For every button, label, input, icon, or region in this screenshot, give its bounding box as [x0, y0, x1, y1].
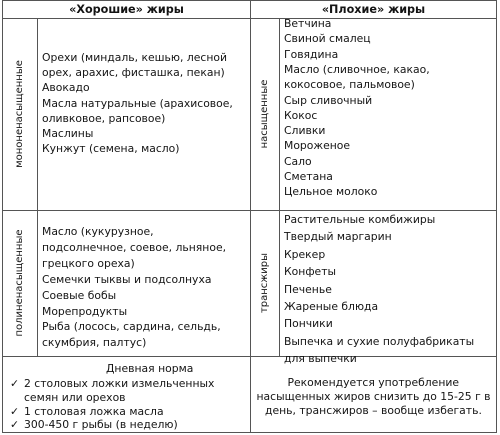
- bad-fat-item-text: Крекер: [284, 247, 326, 261]
- bad-fat-item-text: Пончики: [284, 317, 333, 331]
- good-fat-item: [42, 257, 135, 270]
- good-fat-item-text: Масло (кукурузное,: [42, 225, 154, 238]
- bad-fat-item: [284, 63, 430, 76]
- recommendation-line: [288, 376, 460, 389]
- table-border: [2, 0, 3, 433]
- good-fat-item: [42, 127, 93, 140]
- bad-fat-item-text: Конфеты: [284, 265, 337, 279]
- bad-fat-item-text: Ветчина: [284, 17, 332, 30]
- trans-fats-label: трансжиры: [259, 252, 270, 314]
- bad-fat-item-text: кокосовое, пальмовое): [284, 78, 415, 92]
- daily-norm-item: [24, 391, 126, 404]
- polyunsaturated-label: полиненасыщенные: [14, 229, 25, 337]
- bad-fat-item-text: для выпечки: [284, 352, 357, 366]
- bad-fat-item-text: Сливки: [284, 124, 326, 138]
- bad-fat-item: [284, 230, 392, 243]
- good-fat-item-text: Масла натуральные (арахисовое,: [42, 96, 233, 110]
- saturated-label: насыщенные: [259, 79, 270, 149]
- check-icon: ✓: [10, 404, 20, 418]
- bad-fat-item: [284, 317, 333, 330]
- bad-fat-item-text: Масло (сливочное, какао,: [284, 62, 430, 76]
- bad-fat-item-text: Говядина: [284, 47, 339, 61]
- daily-norm-item-text: 300-450 г рыбы (в неделю): [24, 418, 178, 432]
- good-fat-item: [42, 320, 221, 333]
- bad-fat-item-text: Мороженое: [284, 139, 351, 153]
- bad-fat-item: [284, 352, 357, 365]
- bad-fat-item: [284, 213, 435, 226]
- bad-fat-item-text: Сало: [284, 154, 312, 168]
- bad-fat-item: [284, 335, 474, 348]
- bad-fat-item: [284, 109, 317, 122]
- good-fat-item-text: подсолнечное, соевое, льняное,: [42, 240, 227, 254]
- bad-fat-item: [284, 300, 378, 313]
- bad-fat-item: [284, 32, 371, 45]
- bad-fat-item: [284, 48, 338, 61]
- bad-fats-heading: «Плохие» жиры: [321, 3, 426, 16]
- recommendation-line-text: насыщенных жиров снизить до 15-25 г в: [256, 389, 491, 403]
- daily-norm-title: Дневная норма: [106, 362, 194, 375]
- good-fat-item: [42, 305, 127, 318]
- recommendation-line: [257, 390, 491, 403]
- bad-fat-item: [284, 139, 350, 152]
- good-fat-item-text: Орехи (миндаль, кешью, лесной: [42, 51, 227, 64]
- table-border: [279, 18, 280, 356]
- bad-fat-item-text: Жареные блюда: [284, 300, 379, 313]
- good-fat-item: [42, 51, 227, 64]
- recommendation-line-text: Рекомендуется употребление: [287, 376, 460, 389]
- bad-fat-item: [284, 155, 312, 168]
- bad-fat-item-text: Выпечка и сухие полуфабрикаты: [284, 334, 475, 348]
- daily-norm-item: [10, 377, 214, 390]
- bad-fat-item: [284, 283, 332, 296]
- fats-comparison-table: [2, 0, 497, 433]
- good-fats-heading: «Хорошие» жиры: [69, 3, 184, 16]
- bad-fat-item: [284, 17, 331, 30]
- good-fat-item-text: Рыба (лосось, сардина, сельдь,: [42, 320, 221, 334]
- good-fat-item-text: оливковое, рапсовое): [42, 111, 166, 125]
- good-fat-item: [42, 97, 233, 110]
- check-icon: ✓: [10, 377, 20, 390]
- good-fat-item-text: скумбрия, палтус): [42, 336, 147, 350]
- bad-fat-item-text: Свиной смалец: [284, 32, 371, 46]
- good-fat-item-text: Авокадо: [42, 81, 90, 95]
- good-fat-item-text: Кунжут (семена, масло): [42, 142, 180, 156]
- good-fat-item: [42, 241, 226, 254]
- good-fat-item-text: орех, арахис, фисташка, пекан): [42, 66, 225, 80]
- bad-fat-item-text: Сметана: [284, 170, 333, 183]
- good-fat-item-text: грецкого ореха): [42, 256, 135, 270]
- bad-fat-item: [284, 124, 325, 137]
- good-fat-item: [42, 289, 116, 302]
- good-fat-item-text: Соевые бобы: [42, 288, 117, 302]
- bad-fat-item: [284, 248, 325, 261]
- table-border: [496, 0, 497, 433]
- recommendation-line-text: день, трансжиров – вообще избегать.: [265, 403, 482, 417]
- daily-norm-item: [10, 418, 178, 431]
- good-fat-item: [42, 273, 211, 286]
- bad-fat-item-text: Печенье: [284, 282, 332, 296]
- daily-norm-item-text: 1 столовая ложка масла: [24, 404, 164, 418]
- recommendation-line: [265, 404, 482, 417]
- monounsaturated-label: мононенасыщенные: [14, 60, 25, 168]
- check-icon: ✓: [10, 418, 20, 432]
- good-fat-item: [42, 336, 146, 349]
- good-fat-item: [42, 142, 180, 155]
- bad-fat-item-text: Сыр сливочный: [284, 93, 373, 107]
- bad-fat-item: [284, 265, 336, 278]
- daily-norm-item-text: семян или орехов: [24, 390, 126, 404]
- good-fat-item: [42, 81, 90, 94]
- bad-fat-item-text: Цельное молоко: [284, 185, 378, 199]
- good-fat-item: [42, 66, 225, 79]
- bad-fat-item-text: Растительные комбижиры: [284, 213, 436, 226]
- bad-fat-item: [284, 78, 415, 91]
- bad-fat-item-text: Твердый маргарин: [284, 230, 392, 244]
- bad-fat-item: [284, 94, 372, 107]
- table-border: [250, 0, 251, 433]
- good-fat-item: [42, 225, 154, 238]
- daily-norm-item: [10, 405, 164, 418]
- good-fat-item-text: Морепродукты: [42, 304, 128, 318]
- table-border: [37, 18, 38, 356]
- bad-fat-item: [284, 185, 377, 198]
- bad-fat-item-text: Кокос: [284, 108, 318, 122]
- daily-norm-item-text: 2 столовых ложки измельченных: [24, 377, 215, 390]
- good-fat-item: [42, 112, 165, 125]
- bad-fat-item: [284, 170, 333, 183]
- good-fat-item-text: Маслины: [42, 127, 94, 140]
- good-fat-item-text: Семечки тыквы и подсолнуха: [42, 272, 212, 286]
